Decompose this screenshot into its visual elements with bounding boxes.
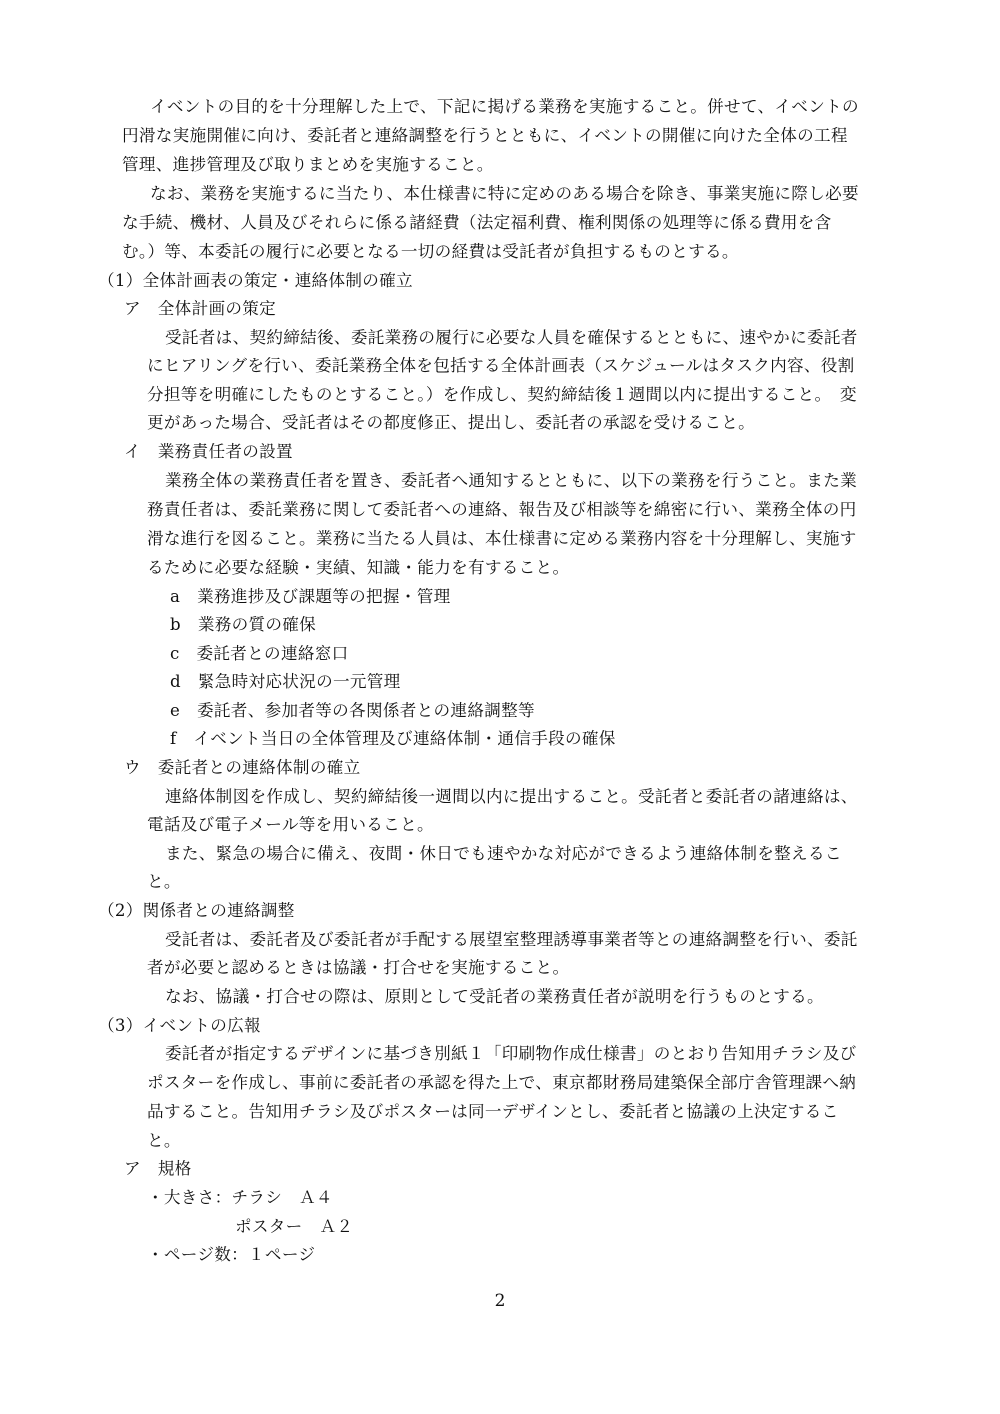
text-line: と。 [147,1131,181,1150]
text-line: 受託者は、委託者及び委託者が手配する展望室整理誘導事業者等との連絡調整を行い、委託 [165,930,858,949]
spec-line: ・ページ数：１ページ [147,1245,316,1264]
text-line: 滑な進行を図ること。業務に当たる人員は、本仕様書に定める業務内容を十分理解し、実施す [147,529,857,548]
text-line: イベントの目的を十分理解した上で、下記に掲げる業務を実施すること。併せて、イベントの [150,97,859,116]
text-line: 委託者が指定するデザインに基づき別紙１「印刷物作成仕様書」のとおり告知用チラシ及び [165,1044,857,1063]
text-line: るために必要な経験・実績、知識・能力を有すること。 [147,558,570,577]
subsection-heading: ウ 委託者との連絡体制の確立 [124,758,361,777]
list-item: b 業務の質の確保 [170,615,317,634]
text-line: ポスターを作成し、事前に委託者の承認を得た上で、東京都財務局建築保全部庁舎管理課へ納 [147,1073,857,1092]
text-line: なお、協議・打合せの際は、原則として受託者の業務責任者が説明を行うものとする。 [165,987,824,1006]
text-line: にヒアリングを行い、委託業務全体を包括する全体計画表（スケジュールはタスク内容、役割 [147,356,855,375]
list-item: a 業務進捗及び課題等の把握・管理 [170,587,451,606]
subsection-heading: ア 全体計画の策定 [124,299,277,318]
section-heading: （2）関係者との連絡調整 [98,901,295,920]
text-line: 受託者は、契約締結後、委託業務の履行に必要な人員を確保するとともに、速やかに委託者 [165,328,858,347]
subsection-heading: ア 規格 [124,1159,192,1178]
text-line: 者が必要と認めるときは協議・打合せを実施すること。 [147,958,570,977]
text-line: 務責任者は、委託業務に関して委託者への連絡、報告及び相談等を綿密に行い、業務全体の円 [147,500,857,519]
list-item: c 委託者との連絡窓口 [170,644,349,663]
text-line: な手続、機材、人員及びそれらに係る諸経費（法定福利費、権利関係の処理等に係る費用を含 [122,213,832,232]
text-line: 管理、進捗管理及び取りまとめを実施すること。 [122,155,494,174]
text-line: と。 [147,872,181,891]
text-line: 品すること。告知用チラシ及びポスターは同一デザインとし、委託者と協議の上決定するこ [147,1102,839,1121]
text-line: 電話及び電子メール等を用いること。 [147,815,434,834]
text-line: 連絡体制図を作成し、契約締結後一週間以内に提出すること。受託者と委託者の諸連絡は、 [165,787,858,806]
text-line: 更があった場合、受託者はその都度修正、提出し、委託者の承認を受けること。 [147,413,756,432]
subsection-heading: イ 業務責任者の設置 [124,442,293,461]
page-number: 2 [494,1291,506,1311]
text-line: 円滑な実施開催に向け、委託者と連絡調整を行うとともに、イベントの開催に向けた全体の工程 [122,126,848,145]
list-item: d 緊急時対応状況の一元管理 [170,672,401,691]
list-item: e 委託者、参加者等の各関係者との連絡調整等 [170,701,535,720]
spec-line: ・大きさ：チラシ Ａ４ [147,1188,333,1207]
text-line: なお、業務を実施するに当たり、本仕様書に特に定めのある場合を除き、事業実施に際し必要 [150,184,859,203]
section-heading: （3）イベントの広報 [98,1016,261,1035]
spec-line: ポスター Ａ２ [235,1217,354,1236]
section-heading: （1）全体計画表の策定・連絡体制の確立 [98,271,413,290]
list-item: f イベント当日の全体管理及び連絡体制・通信手段の確保 [170,729,616,748]
text-line: 業務全体の業務責任者を置き、委託者へ通知するとともに、以下の業務を行うこと。また業 [165,471,857,490]
text-line: また、緊急の場合に備え、夜間・休日でも速やかな対応ができるよう連絡体制を整えるこ [165,844,842,863]
text-line: 分担等を明確にしたものとすること。）を作成し、契約締結後１週間以内に提出すること。 変 [147,385,857,404]
text-line: む。）等、本委託の履行に必要となる一切の経費は受託者が負担するものとする。 [122,242,739,261]
